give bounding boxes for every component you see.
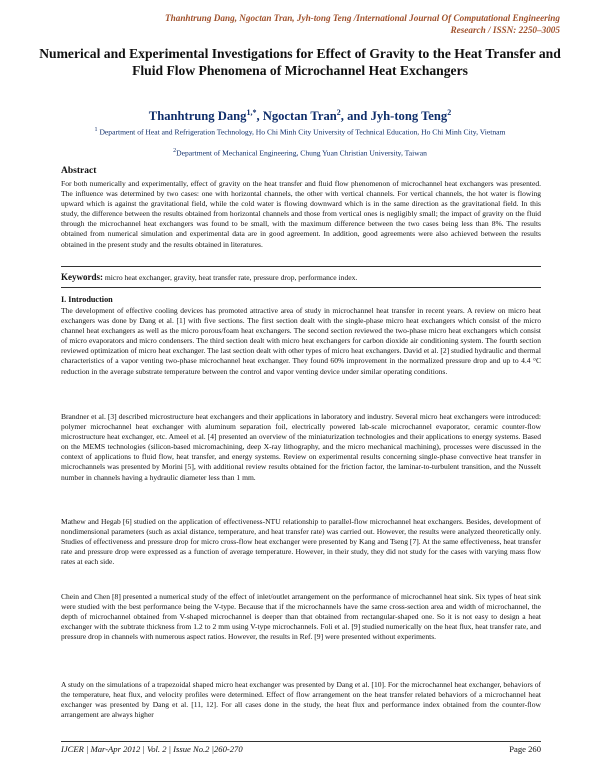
author-list (30, 108, 570, 124)
keywords-label: Keywords: (61, 272, 103, 282)
footer-journal-info: IJCER | Mar-Apr 2012 | Vol. 2 | Issue No.2 |260-270 (61, 744, 243, 754)
keywords-bottom-rule (61, 287, 541, 288)
author-1-affiliation-mark: 1,* (246, 108, 257, 117)
keywords (61, 272, 541, 283)
intro-paragraph-1: The development of effective cooling devices has promoted attractive area of study in microchannel heat transfer in recent years. A review on micro heat exchangers was done by Dang et al. [1] with five sections. The first section dealt with the single-phase micro heat exchangers which consist of the micro channel heat exchangers as well as the micro porous/foam heat exchangers. The second section reviewed the two-phase micro heat exchangers which consist of micro evaporators and micro condensers. The third section dealt with micro heat exchangers for carbon dioxide air conditioning system. The fourth section reviewed optimization of micro heat exchanger. The last section dealt with other types of micro heat exchangers. David et al. [2] studied hydraulic and thermal characteristics of a vapor venting two-phase microchannel heat exchanger. They found 60% improvement in the normalized pressure drop and up to 4.4 °C reduction in the average substrate temperature between the control and vapor venting device under similar operating conditions. (61, 306, 541, 376)
author-2: Ngoctan Tran (262, 109, 337, 124)
author-3-affiliation-mark: 2 (447, 108, 452, 117)
running-header (40, 12, 560, 36)
introduction-heading: I. Introduction (61, 295, 113, 304)
abstract-text: For both numerically and experimentally, effect of gravity on the heat transfer and fluid flow phenomenon of microchannel heat exchangers was presented. The influence was determined by two cases: one with horizontal channels, the other with vertical channels. For vertical channels, the hot water is flowing upward which is against the gravitational field, while the cold water is flowing downward which is in the same direction as the gravitational field. In this study, the difference between the results obtained from horizontal channels and those from vertical ones is negligibly small; the impact of gravity on the fluid through the microchannel heat exchangers was found to be small, with the maximum difference between the two cases being less than 8%. The results obtained from numerical simulation and experimental data are in good agreement. In addition, good agreements were also achieved between the results obtained in the present study and the results obtained in literatures. (61, 179, 541, 249)
author-separator: , and (340, 109, 371, 124)
intro-paragraph-4: Chein and Chen [8] presented a numerical study of the effect of inlet/outlet arrangement on the performance of microchannel heat sink. Six types of heat sink were studied with the best performance being the V-type. Because that if the microchannels have the same cross-section area and width of microchannel, the depth of microchannel obtained from V-shaped microchannel is deeper than that obtained from rectangular-shaped one. So it is not easy to design a heat exchanger with the subtrate thickness from 1.2 to 2 mm using V-type microchannels. Foli et al. [9] studied numerically on the heat flux, heat transfer rate, and pressure drop in channels with numerous aspect ratios. However, the results in Ref. [9] were presented without experiments. (61, 592, 541, 642)
affiliation-1-text: Department of Heat and Refrigeration Technology, Ho Chi Minh City University of Technical Education, Ho Chi Minh City, Vietnam (97, 127, 506, 137)
affiliation-2 (60, 146, 540, 159)
affiliation-1 (60, 125, 540, 138)
intro-paragraph-5: A study on the simulations of a trapezoidal shaped micro heat exchanger was presented by Dang et al. [10]. For the microchannel heat exchanger, behaviors of the temperature, heat flux, and velocity profiles were determined. Effect of flow arrangement on the heat transfer related behaviors of a microchannel heat exchanger was presented by Dang et al. [11, 12]. For all cases done in the study, the heat flux and performance index obtained from the counter-flow arrangement are always higher (61, 680, 541, 720)
author-2-affiliation-mark: 2 (336, 108, 341, 117)
author-1: Thanhtrung Dang (148, 109, 247, 124)
paper-title: Numerical and Experimental Investigations for Effect of Gravity to the Heat Transfer and Fluid Flow Phenomena of Microchannel Heat Exchangers (39, 46, 561, 78)
affiliation-1-mark: 1 (94, 127, 98, 133)
running-header-line1: Thanhtrung Dang, Ngoctan Tran, Jyh-tong Teng /International Journal Of Computational Engineering (165, 13, 560, 23)
author-separator: , (256, 109, 263, 124)
running-header-line2: Research / ISSN: 2250–3005 (450, 25, 560, 35)
abstract-heading: Abstract (61, 166, 97, 176)
keywords-top-rule (61, 266, 541, 267)
affiliation-2-text: Department of Mechanical Engineering, Chung Yuan Christian University, Taiwan (176, 148, 427, 158)
intro-paragraph-3: Mathew and Hegab [6] studied on the application of effectiveness-NTU relationship to parallel-flow microchannel heat exchangers. Besides, development of nondimensional parameters (such as axial distance, temperature, and heat transfer rate) was carried out. However, the results were analyzed theoretically only. Studies of effectiveness and pressure drop for micro cross-flow heat exchanger were presented by Kang and Tseng [7]. At the same effectiveness, heat transfer rate and pressure drop were expressed as a function of average temperature. However, in their study, they did not study for the cases with varying mass flow rates at each side. (61, 517, 541, 567)
affiliation-2-mark: 2 (173, 148, 177, 154)
page-footer (61, 744, 541, 754)
footer-rule (61, 741, 541, 742)
intro-paragraph-2: Brandner et al. [3] described microstructure heat exchangers and their applications in laboratory and industry. Several micro heat exchangers were introduced: polymer microchannel heat exchanger with aluminum separation foil, electrically powered lab-scale microchannel evaporator, ceramic counter-flow microstructure heat exchanger, etc. Ameel et al. [4] presented an overview of the miniaturization technologies and their applications to energy systems. Based on the MEMS technologies (silicon-based micromachining, deep X-ray lithography, and the micro mechanical machining), processes were discussed in the context of applications to fluid flow, heat transfer, and energy systems. Review on experimental results concerning single-phase convective heat transfer in microchannels was presented by Morini [5], with additional review results obtained for the friction factor, the laminar-to-turbulent transition, and the Nusselt number in channels having a hydraulic diameter less than 1 mm. (61, 412, 541, 482)
keywords-text: micro heat exchanger, gravity, heat transfer rate, pressure drop, performance index. (103, 273, 358, 282)
page-number: Page 260 (509, 744, 541, 754)
author-3: Jyh-tong Teng (370, 109, 448, 124)
